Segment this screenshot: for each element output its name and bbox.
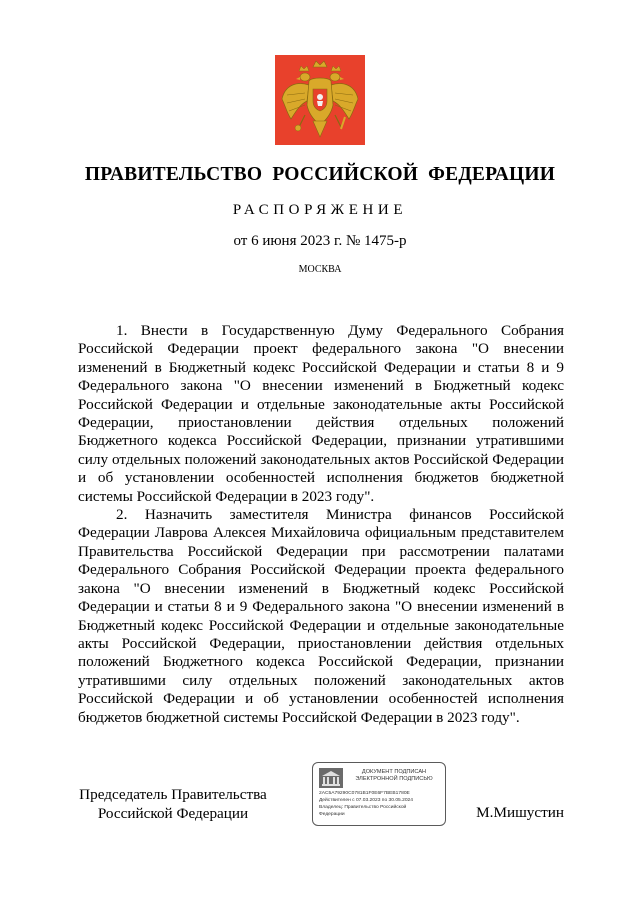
stamp-validity: Действителен с 07.03.2023 по 30.05.2024 [319, 798, 413, 803]
document-body [78, 322, 564, 727]
stamp-owner-line-2: Федерации [319, 812, 345, 817]
document-type: РАСПОРЯЖЕНИЕ [232, 202, 408, 218]
signatory-position-line-1: Председатель Правительства [79, 786, 267, 803]
document-date-number: от 6 июня 2023 г. № 1475-р [233, 233, 407, 249]
document-city: МОСКВА [298, 264, 342, 275]
government-title: ПРАВИТЕЛЬСТВО РОССИЙСКОЙ ФЕДЕРАЦИИ [84, 164, 556, 185]
signatory-name: М.Мишустин [476, 804, 564, 821]
stamp-owner-line-1: Владелец: Правительство Российской [319, 805, 407, 810]
signatory-position [78, 786, 268, 823]
coat-of-arms-emblem [275, 55, 365, 145]
stamp-heading [347, 769, 441, 783]
stamp-heading-line-2: ЭЛЕКТРОННОЙ ПОДПИСЬЮ [355, 776, 433, 782]
signatory-position-line-2: Российской Федерации [97, 804, 249, 822]
building-icon [319, 768, 343, 788]
paragraph-1: 1. Внести в Государственную Думу Федерального Собрания Российской Федерации проект федерального закона "О внесении изменений в Бюджетный кодекс Российской Федерации и статьи 8 и 9 Федерального закона "О внесении изменений в Бюджетный кодекс Российской Федерации и отдельные законодательные акты Российской Федерации, приостановлении действия отдельных положений Бюджетного кодекса Российской Федерации, признании утратившими силу отдельных положений законодательных актов Российской Федерации и об установлении особенностей исполнения бюджетов бюджетной системы Российской Федерации в 2023 году". [78, 322, 564, 505]
electronic-signature-stamp [312, 762, 446, 826]
paragraph-2: 2. Назначить заместителя Министра финансов Российской Федерации Лаврова Алексея Михайловича официальным представителем Правительства Российской Федерации при рассмотрении палатами Федерального Собрания Российской Федерации проекта федерального закона "О внесении изменений в Бюджетный кодекс Российской Федерации и статьи 8 и 9 Федерального закона "О внесении изменений в Бюджетный кодекс Российской Федерации и отдельные законодательные акты Российской Федерации, приостановлении действия отдельных положений Бюджетного кодекса Российской Федерации, признании утратившими силу отдельных положений законодательных актов Российской Федерации и об установлении особенностей исполнения бюджетов бюджетной системы Российской Федерации в 2023 году". [78, 506, 564, 726]
stamp-heading-line-1: ДОКУМЕНТ ПОДПИСАН [361, 769, 427, 775]
stamp-certificate: 2AC5A79290C0781B1F0E6F7BEB1780E [319, 791, 410, 796]
